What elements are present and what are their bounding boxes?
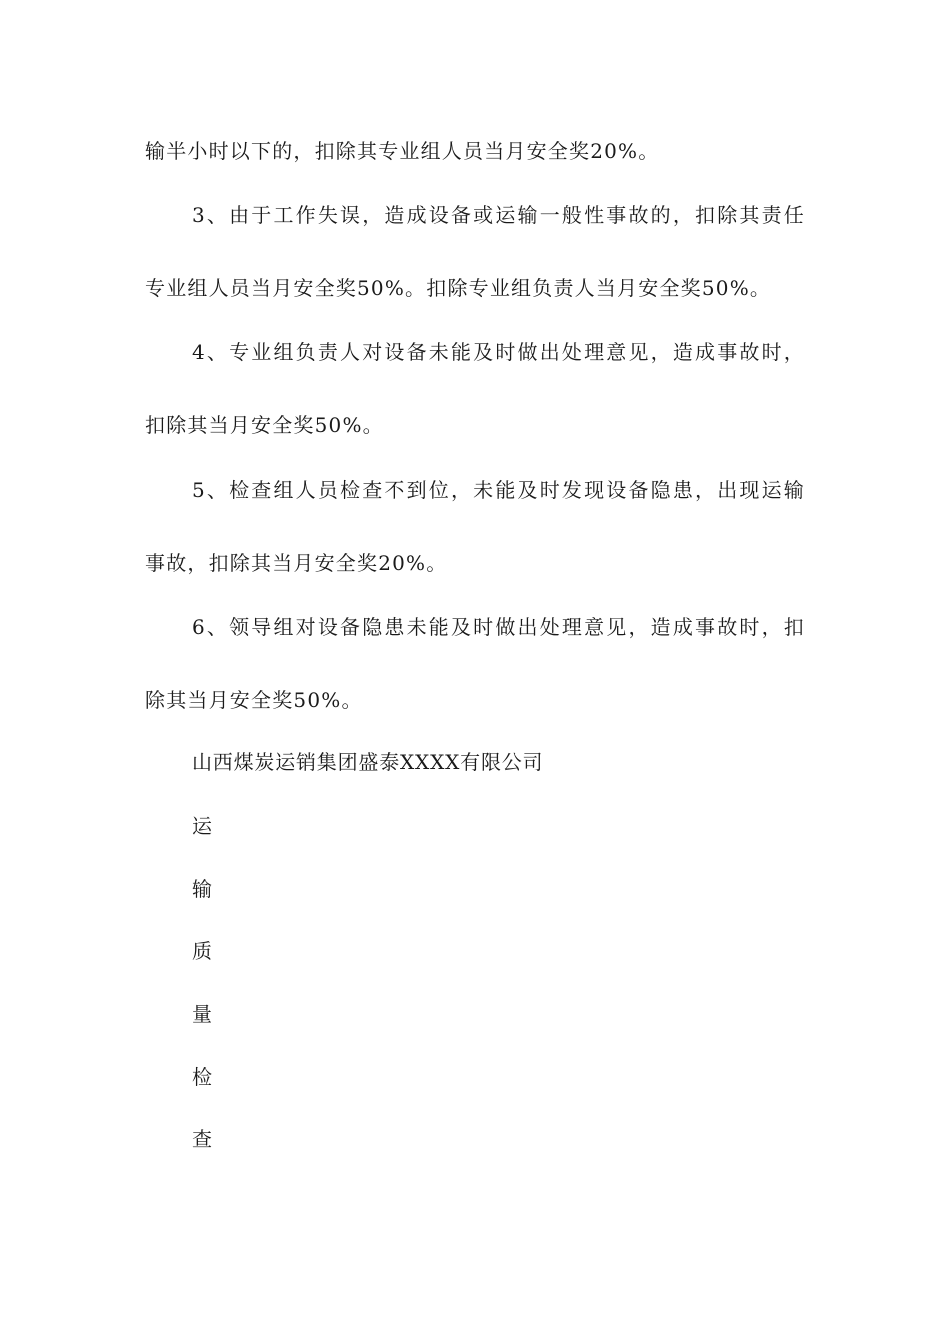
paragraph-line: 扣除其当月安全奖50%。: [145, 413, 384, 437]
paragraph-line: 除其当月安全奖50%。: [145, 688, 363, 712]
paragraph-line: 5、检查组人员检查不到位，未能及时发现设备隐患，出现运输: [192, 478, 805, 502]
paragraph-line: 专业组人员当月安全奖50%。扣除专业组负责人当月安全奖50%。: [145, 276, 772, 300]
company-name: 山西煤炭运销集团盛泰XXXX有限公司: [192, 750, 544, 774]
paragraph-line: 事故，扣除其当月安全奖20%。: [145, 551, 448, 575]
vertical-title-char: 输: [192, 877, 212, 901]
paragraph-line: 4、专业组负责人对设备未能及时做出处理意见，造成事故时，: [192, 340, 805, 364]
vertical-title-char: 查: [192, 1127, 212, 1151]
paragraph-line: 3、由于工作失误，造成设备或运输一般性事故的，扣除其责任: [192, 203, 805, 227]
paragraph-line: 输半小时以下的，扣除其专业组人员当月安全奖20%。: [145, 139, 660, 163]
vertical-title-char: 检: [192, 1065, 212, 1089]
paragraph-line: 6、领导组对设备隐患未能及时做出处理意见，造成事故时，扣: [192, 615, 805, 639]
vertical-title-char: 运: [192, 814, 212, 838]
vertical-title-char: 质: [192, 939, 212, 963]
vertical-title-char: 量: [192, 1002, 212, 1026]
